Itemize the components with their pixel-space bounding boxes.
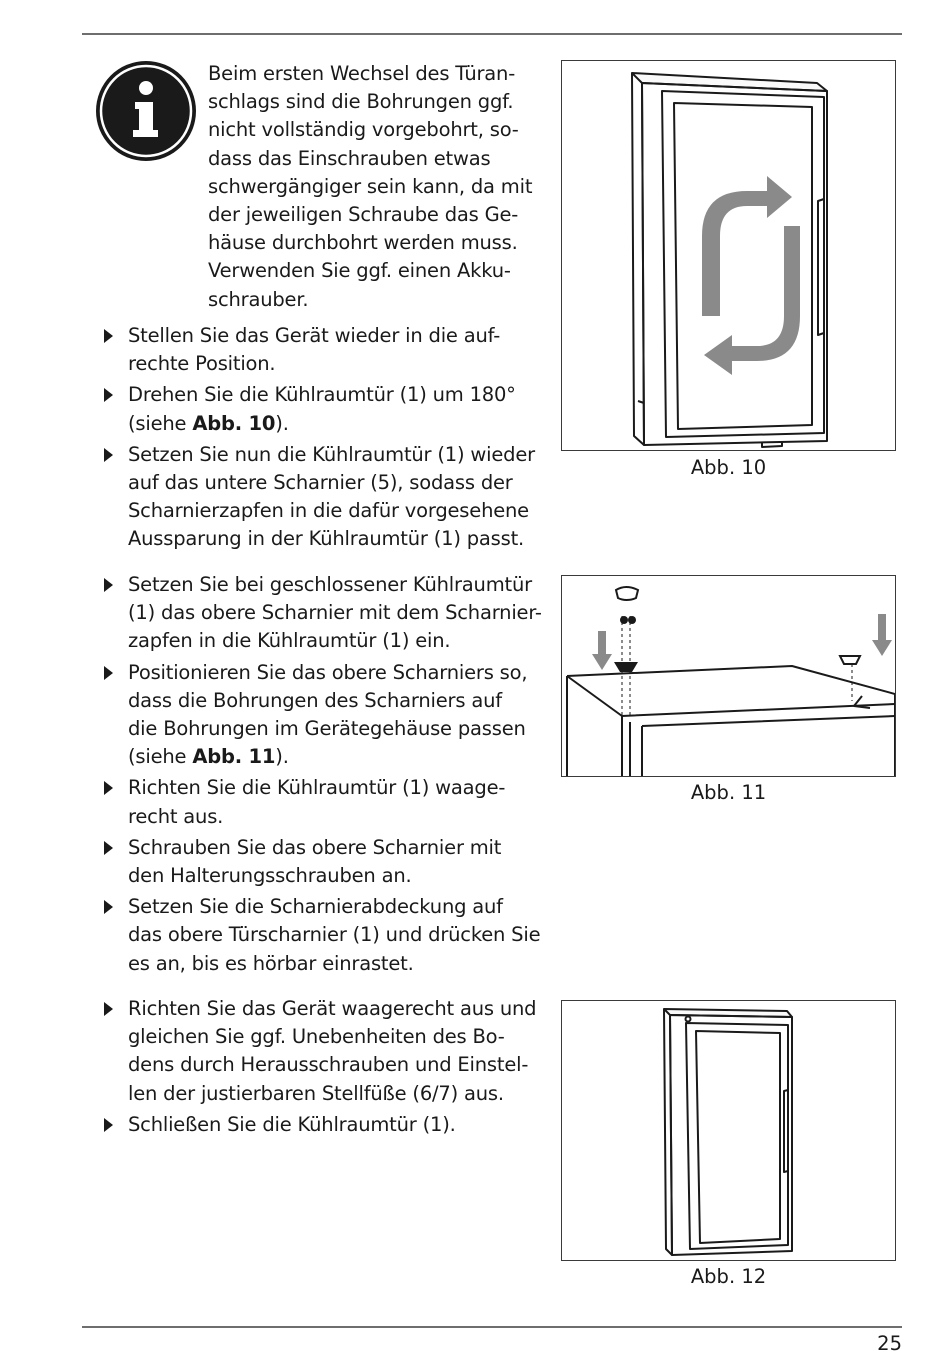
steps-list-3 (100, 995, 550, 1142)
note-line: häuse durchbohrt werden muss. (208, 231, 518, 255)
figure-12-caption: Abb. 12 (690, 1265, 767, 1288)
bullet-arrow-icon (104, 781, 113, 795)
figure-10 (561, 60, 896, 451)
bullet-arrow-icon (104, 1118, 113, 1132)
figure-11-caption: Abb. 11 (690, 781, 767, 804)
step-item: Drehen Sie die Kühlraumtür (1) um 180° (siehe Abb. 10). (100, 381, 550, 437)
figure-12 (561, 1000, 896, 1261)
bullet-arrow-icon (104, 666, 113, 680)
note-line: Beim ersten Wechsel des Türan- (208, 62, 516, 85)
info-icon (95, 60, 197, 162)
closed-fridge-illustration (562, 1001, 895, 1260)
bullet-arrow-icon (104, 1002, 113, 1016)
step-item: Schrauben Sie das obere Scharnier mit den Halterungsschrauben an. (100, 834, 550, 890)
steps-list-1 (100, 322, 550, 557)
page-number: 25 (877, 1332, 902, 1355)
step-item: Setzen Sie die Scharnierabdeckung auf das obere Türscharnier (1) und drücken Sie es an, bis es hörbar einrastet. (100, 893, 550, 978)
figure-reference: Abb. 11 (192, 745, 276, 769)
step-item: Setzen Sie nun die Kühlraumtür (1) wieder auf das untere Scharnier (5), sodass der Scharnierzapfen in die dafür vorgesehene Aussparung in der Kühlraumtür (1) passt. (100, 441, 550, 554)
note-line: Verwenden Sie ggf. einen Akku- (208, 259, 511, 283)
bullet-arrow-icon (104, 841, 113, 855)
fridge-rotate-illustration (562, 61, 895, 450)
step-item: Richten Sie das Gerät waagerecht aus und gleichen Sie ggf. Unebenheiten des Bo- dens durch Herausschrauben und Einstel- len der justierbaren Stellfüße (6/7) aus. (100, 995, 550, 1108)
step-item: Setzen Sie bei geschlossener Kühlraumtür (1) das obere Scharnier mit dem Scharnier- zapfen in die Kühlraumtür (1) ein. (100, 571, 550, 656)
note-line: schwergängiger sein kann, da mit (208, 174, 533, 198)
bullet-arrow-icon (104, 448, 113, 462)
step-item: Richten Sie die Kühlraumtür (1) waage- recht aus. (100, 774, 550, 830)
note-line: der jeweiligen Schraube das Ge- (208, 203, 519, 227)
bullet-arrow-icon (104, 900, 113, 914)
note-line: schlags sind die Bohrungen ggf. (208, 90, 514, 114)
bottom-rule (82, 1326, 902, 1328)
step-item: Positionieren Sie das obere Scharniers so, dass die Bohrungen des Scharniers auf die Bohrungen im Gerätegehäuse passen (siehe Abb. 11). (100, 659, 550, 772)
steps-list-2 (100, 571, 550, 981)
step-item: Stellen Sie das Gerät wieder in die auf- rechte Position. (100, 322, 550, 378)
figure-reference: Abb. 10 (192, 411, 276, 435)
figure-11 (561, 575, 896, 777)
step-item: Schließen Sie die Kühlraumtür (1). (100, 1111, 550, 1139)
top-hinge-illustration (562, 576, 895, 776)
bullet-arrow-icon (104, 578, 113, 592)
top-rule (82, 33, 902, 35)
note-line: dass das Einschrauben etwas (208, 146, 491, 170)
info-note (208, 60, 548, 314)
bullet-arrow-icon (104, 329, 113, 343)
note-line: nicht vollständig vorgebohrt, so- (208, 118, 519, 142)
bullet-arrow-icon (104, 388, 113, 402)
note-line: schrauber. (208, 287, 309, 311)
figure-10-caption: Abb. 10 (690, 456, 767, 479)
